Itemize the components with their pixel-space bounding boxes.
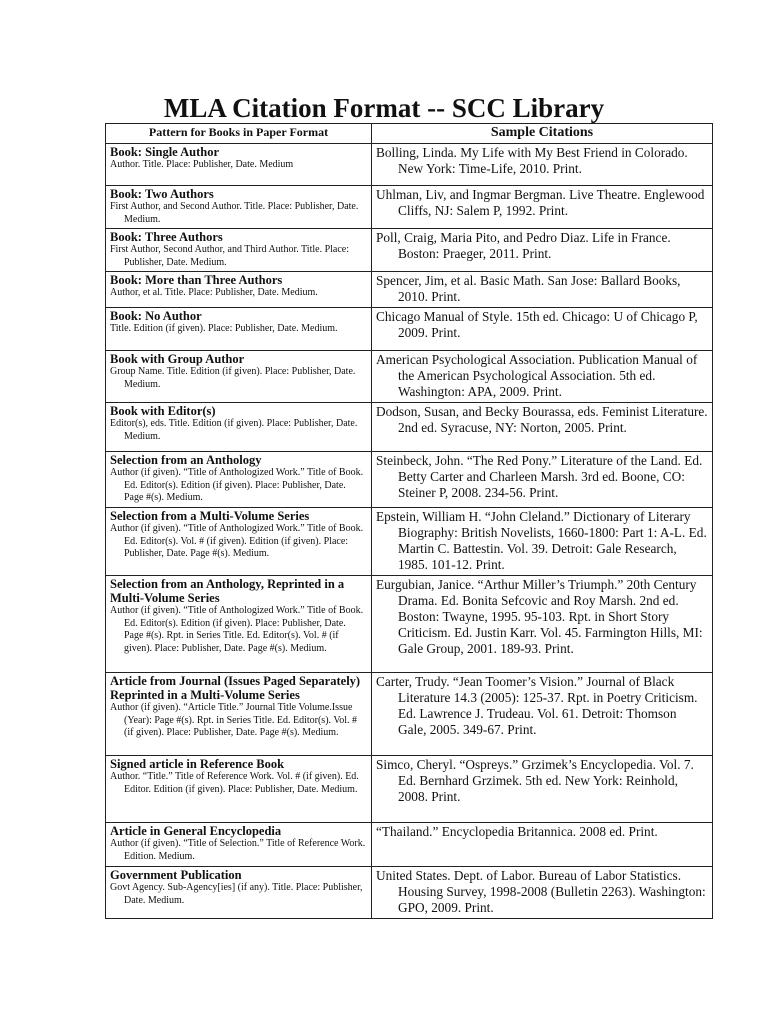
pattern-cell (106, 867, 372, 919)
format-pattern: Author. “Title.” Title of Reference Work. Vol. # (if given). Ed. Editor. Edition (if given). Place: Publisher, Date. Medium. (110, 771, 359, 795)
pattern-cell (106, 186, 372, 229)
sample-citation: Eurgubian, Janice. “Arthur Miller’s Triumph.” 20th Century Drama. Ed. Bonita Sefcovic and Roy Marsh. 2nd ed. Boston: Twayne, 1995. 95-103. Rpt. in Short Story Criticism. Ed. Justin Karr. Vol. 45. Farmington Hills, MI: Gale Group, 2001. 189-93. Print. (376, 577, 703, 656)
format-heading: Book: Three Authors (110, 230, 223, 244)
pattern-cell (106, 308, 372, 351)
table-row (106, 272, 713, 308)
sample-citation: Uhlman, Liv, and Ingmar Bergman. Live Theatre. Englewood Cliffs, NJ: Salem P, 1992. Print. (376, 187, 705, 218)
table-row (106, 229, 713, 272)
pattern-cell (106, 823, 372, 867)
table-header-row (106, 124, 713, 144)
sample-cell (372, 272, 713, 308)
sample-citation: Bolling, Linda. My Life with My Best Friend in Colorado. New York: Time-Life, 2010. Print. (376, 145, 688, 176)
sample-citation: Poll, Craig, Maria Pito, and Pedro Diaz. Life in France. Boston: Praeger, 2011. Print. (376, 230, 671, 261)
pattern-cell (106, 144, 372, 186)
pattern-cell (106, 756, 372, 823)
pattern-cell (106, 673, 372, 756)
sample-citation: Epstein, William H. “John Cleland.” Dictionary of Literary Biography: British Novelists, 1660-1800: Part 1: A-L. Ed. Martin C. Battestin. Vol. 39. Detroit: Gale Research, 1985. 101-12. Print. (376, 509, 707, 572)
format-pattern: Author (if given). “Title of Anthologized Work.” Title of Book. Ed. Editor(s). Edition (if given). Place: Publisher, Date. Page #(s). Medium. (110, 467, 364, 503)
sample-citation: American Psychological Association. Publication Manual of the American Psychological Association. 5th ed. Washington: APA, 2009. Print. (376, 352, 698, 399)
table-row (106, 308, 713, 351)
format-pattern: Author (if given). “Title of Anthologized Work.” Title of Book. Ed. Editor(s). Edition (if given). Place: Publisher, Date. Page #(s). Rpt. in Series Title. Ed. Editor(s). Vol. # (if given). Place: Publisher, Date. Page #(s). Medium. (110, 605, 364, 654)
sample-citation: Steinbeck, John. “The Red Pony.” Literature of the Land. Ed. Betty Carter and Charleen Marsh. 3rd ed. Boone, CO: Steiner P, 2008. 234-56. Print. (376, 453, 703, 500)
format-pattern: Group Name. Title. Edition (if given). Place: Publisher, Date. Medium. (110, 366, 356, 390)
format-pattern: Author (if given). “Title of Selection.” Title of Reference Work. Edition. Medium. (110, 838, 366, 862)
sample-cell (372, 756, 713, 823)
format-pattern: Editor(s), eds. Title. Edition (if given). Place: Publisher, Date. Medium. (110, 418, 358, 442)
sample-cell (372, 823, 713, 867)
format-heading: Book: No Author (110, 309, 202, 323)
format-heading: Article from Journal (Issues Paged Separately) Reprinted in a Multi-Volume Series (110, 674, 361, 702)
sample-cell (372, 576, 713, 673)
format-heading: Government Publication (110, 868, 242, 882)
pattern-cell (106, 508, 372, 576)
format-pattern: Author, et al. Title. Place: Publisher, Date. Medium. (110, 287, 318, 298)
format-heading: Selection from a Multi-Volume Series (110, 509, 310, 523)
table-row (106, 186, 713, 229)
pattern-cell (106, 272, 372, 308)
table-row (106, 576, 713, 673)
table-row (106, 673, 713, 756)
format-heading: Book with Group Author (110, 352, 245, 366)
table-row (106, 403, 713, 452)
format-pattern: Author. Title. Place: Publisher, Date. Medium (110, 159, 294, 170)
table-row (106, 756, 713, 823)
format-pattern: Title. Edition (if given). Place: Publisher, Date. Medium. (110, 323, 338, 334)
format-pattern: Author (if given). “Title of Anthologized Work.” Title of Book. Ed. Editor(s). Vol. # (if given). Edition (if given). Place: Publisher, Date. Page #(s). Medium. (110, 523, 364, 559)
format-heading: Signed article in Reference Book (110, 757, 285, 771)
format-heading: Book: Two Authors (110, 187, 214, 201)
pattern-cell (106, 576, 372, 673)
sample-cell (372, 403, 713, 452)
sample-citation: United States. Dept. of Labor. Bureau of Labor Statistics. Housing Survey, 1998-2008 (Bulletin 2263). Washington: GPO, 2009. Print. (376, 868, 706, 915)
pattern-cell (106, 403, 372, 452)
table-row (106, 351, 713, 403)
format-pattern: Govt Agency. Sub-Agency[ies] (if any). Title. Place: Publisher, Date. Medium. (110, 882, 363, 906)
sample-citation: Dodson, Susan, and Becky Bourassa, eds. Feminist Literature. 2nd ed. Syracuse, NY: Norton, 2005. Print. (376, 404, 708, 435)
sample-citation: Spencer, Jim, et al. Basic Math. San Jose: Ballard Books, 2010. Print. (376, 273, 681, 304)
pattern-cell (106, 229, 372, 272)
format-pattern: First Author, and Second Author. Title. Place: Publisher, Date. Medium. (110, 201, 359, 225)
table-row (106, 823, 713, 867)
sample-column-header: Sample Citations (372, 124, 713, 144)
sample-citation: “Thailand.” Encyclopedia Britannica. 2008 ed. Print. (376, 824, 658, 839)
format-pattern: Author (if given). “Article Title.” Journal Title Volume.Issue (Year): Page #(s). Rpt. in Series Title. Ed. Editor(s). Vol. # (if given). Place: Publisher, Date. Page #(s). Medium. (110, 702, 358, 738)
format-heading: Book: Single Author (110, 145, 220, 159)
sample-cell (372, 452, 713, 508)
sample-cell (372, 867, 713, 919)
sample-cell (372, 144, 713, 186)
format-heading: Book: More than Three Authors (110, 273, 283, 287)
sample-cell (372, 308, 713, 351)
format-heading: Article in General Encyclopedia (110, 824, 282, 838)
format-heading: Selection from an Anthology (110, 453, 262, 467)
sample-citation: Simco, Cheryl. “Ospreys.” Grzimek’s Encyclopedia. Vol. 7. Ed. Bernhard Grzimek. 5th ed. New York: Reinhold, 2008. Print. (376, 757, 694, 804)
table-row (106, 144, 713, 186)
page-title: MLA Citation Format -- SCC Library (163, 93, 605, 123)
sample-citation: Chicago Manual of Style. 15th ed. Chicago: U of Chicago P, 2009. Print. (376, 309, 698, 340)
citation-rows (106, 144, 713, 919)
citation-table (105, 123, 713, 919)
pattern-column-header: Pattern for Books in Paper Format (106, 124, 372, 144)
sample-citation: Carter, Trudy. “Jean Toomer’s Vision.” Journal of Black Literature 14.3 (2005): 125-37. Rpt. in Poetry Criticism. Ed. Lawrence J. Trudeau. Vol. 61. Detroit: Thomson Gale, 2005. 349-67. Print. (376, 674, 698, 737)
table-row (106, 452, 713, 508)
table-row (106, 867, 713, 919)
format-heading: Book with Editor(s) (110, 404, 216, 418)
format-pattern: First Author, Second Author, and Third Author. Title. Place: Publisher, Date. Medium. (110, 244, 350, 268)
pattern-cell (106, 351, 372, 403)
sample-cell (372, 186, 713, 229)
table-row (106, 508, 713, 576)
sample-cell (372, 508, 713, 576)
sample-cell (372, 673, 713, 756)
sample-cell (372, 351, 713, 403)
sample-cell (372, 229, 713, 272)
pattern-cell (106, 452, 372, 508)
format-heading: Selection from an Anthology, Reprinted in a Multi-Volume Series (110, 577, 345, 605)
